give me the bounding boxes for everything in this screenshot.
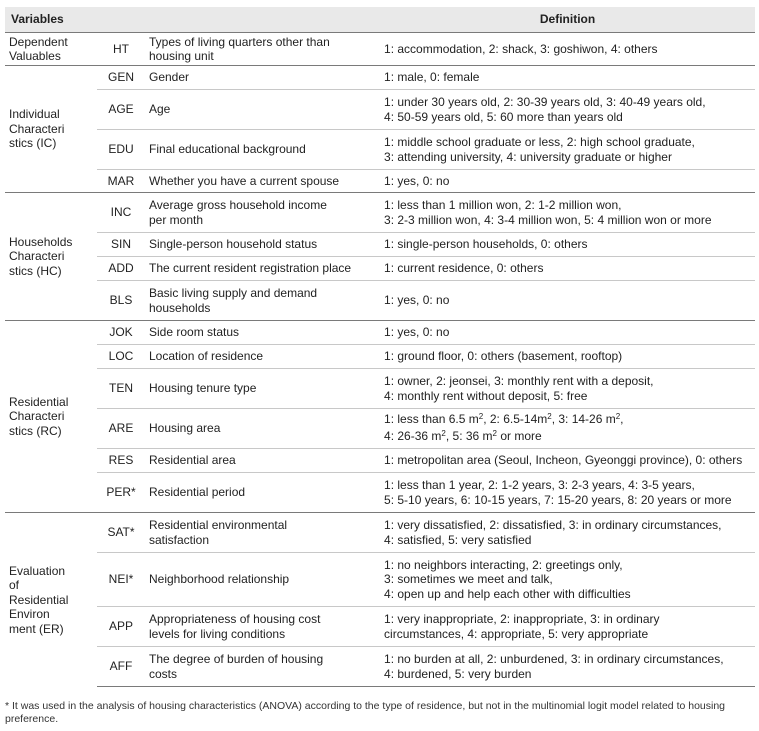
variable-definition [380, 607, 755, 647]
variable-code: TEN [97, 369, 145, 409]
description-line: Residential area [149, 453, 236, 468]
definition-line: 5: 5-10 years, 6: 10-15 years, 7: 15-20 years, 8: 20 years or more [384, 492, 732, 507]
group-label-line: Residential [9, 394, 69, 409]
variable-code: JOK [97, 321, 145, 345]
variable-code: AGE [97, 90, 145, 130]
definition-line: 1: less than 1 year, 2: 1-2 years, 3: 2-3 years, 4: 3-5 years, [384, 478, 695, 492]
variable-definition [380, 130, 755, 170]
table-row [5, 473, 755, 513]
variable-code: BLS [97, 281, 145, 321]
group-label-line: of [9, 578, 20, 592]
definition-line: 3: attending university, 4: university graduate or higher [384, 149, 672, 164]
group-label-line: stics (RC) [9, 423, 62, 438]
variable-definition [380, 321, 755, 345]
variable-description [145, 90, 380, 130]
definition-line: 1: single-person households, 0: others [384, 237, 588, 252]
definition-line: 1: very inappropriate, 2: inappropriate, 3: in ordinary [384, 612, 660, 626]
group-label-line: Households [9, 234, 73, 249]
definition-text: , 3: 14-26 m [551, 412, 616, 426]
variable-definition [380, 473, 755, 513]
variable-description [145, 449, 380, 473]
definition-line: 4: monthly rent without deposit, 5: free [384, 388, 588, 403]
variable-description [145, 170, 380, 193]
superscript: 2 [441, 428, 446, 438]
description-line: Residential period [149, 485, 246, 500]
group-label-line: stics (IC) [9, 136, 57, 151]
definition-line: 1: yes, 0: no [384, 293, 450, 308]
table-row [5, 321, 755, 345]
description-line: Housing tenure type [149, 381, 257, 396]
variable-description [145, 66, 380, 90]
definition-line: 1: under 30 years old, 2: 30-39 years old, 3: 40-49 years old, [384, 95, 706, 109]
description-line: levels for living conditions [149, 626, 286, 641]
description-line: Appropriateness of housing cost [149, 612, 321, 626]
table-row [5, 449, 755, 473]
group-label-line: Evaluation [9, 563, 66, 578]
definition-line: 1: middle school graduate or less, 2: high school graduate, [384, 135, 695, 149]
variable-description [145, 130, 380, 170]
group-label-line: Individual [9, 107, 60, 122]
variable-code: EDU [97, 130, 145, 170]
table-row [5, 281, 755, 321]
description-line: The current resident registration place [149, 261, 352, 276]
definition-line: 4: satisfied, 5: very satisfied [384, 532, 532, 547]
description-line: Location of residence [149, 349, 264, 364]
table-row [5, 553, 755, 607]
table-row [5, 130, 755, 170]
description-line: Side room status [149, 325, 240, 340]
definition-line: 1: less than 1 million won, 2: 1-2 million won, [384, 198, 622, 212]
definition-line: 1: very dissatisfied, 2: dissatisfied, 3: in ordinary circumstances, [384, 518, 722, 532]
definition-line: 1: yes, 0: no [384, 173, 450, 188]
variable-description [145, 233, 380, 257]
variable-definition [380, 345, 755, 369]
variable-definition [380, 409, 755, 449]
variable-definition [380, 257, 755, 281]
variable-description [145, 193, 380, 233]
description-line: Housing area [149, 421, 221, 436]
description-line: Whether you have a current spouse [149, 173, 340, 188]
variable-description [145, 257, 380, 281]
variable-description [145, 33, 380, 66]
variable-definition [380, 553, 755, 607]
description-line: Average gross household income [149, 198, 327, 212]
description-line: satisfaction [149, 532, 210, 547]
definition-text: , [620, 412, 624, 426]
variable-code: SIN [97, 233, 145, 257]
group-label [5, 321, 97, 513]
group-label-line: stics (HC) [9, 263, 62, 278]
variable-code: AFF [97, 647, 145, 687]
group-label-line: ment (ER) [9, 621, 64, 636]
variable-code: LOC [97, 345, 145, 369]
definition-text: or more [497, 428, 542, 443]
header-definition: Definition [380, 7, 755, 33]
group-label [5, 66, 97, 193]
group-label-line: Dependent [9, 34, 68, 49]
table-header [5, 7, 755, 33]
variable-definition [380, 281, 755, 321]
definition-line: 1: no neighbors interacting, 2: greetings only, [384, 557, 623, 572]
variable-description [145, 321, 380, 345]
definition-line: 3: 2-3 million won, 4: 3-4 million won, 5: 4 million won or more [384, 212, 712, 227]
definition-line: 4: burdened, 5: very burden [384, 666, 532, 681]
description-line: costs [149, 666, 178, 681]
table-row [5, 345, 755, 369]
group-label [5, 193, 97, 321]
variable-code: ADD [97, 257, 145, 281]
variable-description [145, 513, 380, 553]
variable-description [145, 409, 380, 449]
variable-definition [380, 449, 755, 473]
superscript: 2 [478, 412, 484, 421]
group-label-line: Characteri [9, 121, 65, 136]
description-line: Neighborhood relationship [149, 572, 290, 587]
definition-line: 1: current residence, 0: others [384, 261, 544, 276]
definition-line: 3: sometimes we meet and talk, [384, 572, 553, 587]
table-row [5, 233, 755, 257]
description-line: Types of living quarters other than [149, 34, 330, 49]
variable-code: APP [97, 607, 145, 647]
table-row [5, 33, 755, 66]
variable-code: MAR [97, 170, 145, 193]
group-label-line: Characteri [9, 409, 65, 424]
definition-line: 1: male, 0: female [384, 70, 480, 85]
variable-definition [380, 193, 755, 233]
description-line: Basic living supply and demand [149, 286, 318, 300]
description-line: per month [149, 212, 204, 227]
definition-line: 1: accommodation, 2: shack, 3: goshiwon, 4: others [384, 41, 658, 56]
table-row [5, 90, 755, 130]
definition-line: 4: 50-59 years old, 5: 60 more than years old [384, 109, 623, 124]
variable-description [145, 473, 380, 513]
footnote: * It was used in the analysis of housing characteristics (ANOVA) according to the type of residence, but not in the multinomial logit model related to housing preference. [5, 700, 726, 725]
description-line: Single-person household status [149, 237, 318, 252]
description-line: Gender [149, 70, 190, 85]
variable-code: PER* [97, 473, 145, 513]
table-row [5, 257, 755, 281]
description-line: housing unit [149, 49, 214, 63]
group-label-line: Valuables [9, 49, 61, 63]
table-row [5, 647, 755, 687]
description-line: households [149, 300, 211, 315]
variable-code: GEN [97, 66, 145, 90]
table-row [5, 409, 755, 449]
variable-code: INC [97, 193, 145, 233]
definition-line [384, 412, 751, 429]
description-line: Final educational background [149, 142, 306, 157]
variable-code: SAT* [97, 513, 145, 553]
definition-line: 4: open up and help each other with difficulties [384, 586, 631, 601]
definition-line: 1: yes, 0: no [384, 325, 450, 340]
variable-code: HT [97, 33, 145, 66]
definition-text: 1: less than 6.5 m [384, 412, 479, 426]
description-line: Age [149, 102, 171, 117]
group-label [5, 513, 97, 687]
variable-description [145, 553, 380, 607]
variable-code: NEI* [97, 553, 145, 607]
variable-code: RES [97, 449, 145, 473]
variable-definition [380, 33, 755, 66]
variable-definition [380, 66, 755, 90]
definition-line: circumstances, 4: appropriate, 5: very appropriate [384, 626, 649, 641]
definition-text: 4: 26-36 m [384, 428, 442, 443]
variable-definition [380, 90, 755, 130]
group-label-line: Residential [9, 592, 69, 607]
table-row [5, 170, 755, 193]
definition-text: , 5: 36 m [445, 428, 493, 443]
description-line: The degree of burden of housing [149, 652, 324, 666]
variable-definition [380, 513, 755, 553]
variables-table [5, 7, 755, 687]
superscript: 2 [615, 412, 621, 421]
definition-text: , 2: 6.5-14m [483, 412, 548, 426]
superscript: 2 [492, 428, 497, 438]
variable-description [145, 345, 380, 369]
variable-definition [380, 369, 755, 409]
table-row [5, 513, 755, 553]
table-row [5, 193, 755, 233]
definition-line: 1: metropolitan area (Seoul, Incheon, Gyeonggi province), 0: others [384, 453, 743, 468]
variable-definition [380, 647, 755, 687]
group-label-line: Characteri [9, 249, 65, 264]
definition-line: 1: ground floor, 0: others (basement, rooftop) [384, 349, 623, 364]
definition-line: 1: no burden at all, 2: unburdened, 3: in ordinary circumstances, [384, 652, 724, 666]
table-row [5, 607, 755, 647]
variable-definition [380, 233, 755, 257]
group-label-line: Environ [9, 607, 50, 621]
variable-description [145, 369, 380, 409]
variable-description [145, 281, 380, 321]
variable-code: ARE [97, 409, 145, 449]
definition-line: 1: owner, 2: jeonsei, 3: monthly rent with a deposit, [384, 374, 654, 388]
variable-description [145, 607, 380, 647]
table-body [5, 33, 755, 687]
variable-description [145, 647, 380, 687]
definition-line [384, 429, 751, 446]
variable-definition [380, 170, 755, 193]
group-label [5, 33, 97, 66]
description-line: Residential environmental [149, 518, 288, 532]
superscript: 2 [547, 412, 552, 421]
table-row [5, 66, 755, 90]
table-row [5, 369, 755, 409]
header-variables: Variables [5, 7, 380, 33]
